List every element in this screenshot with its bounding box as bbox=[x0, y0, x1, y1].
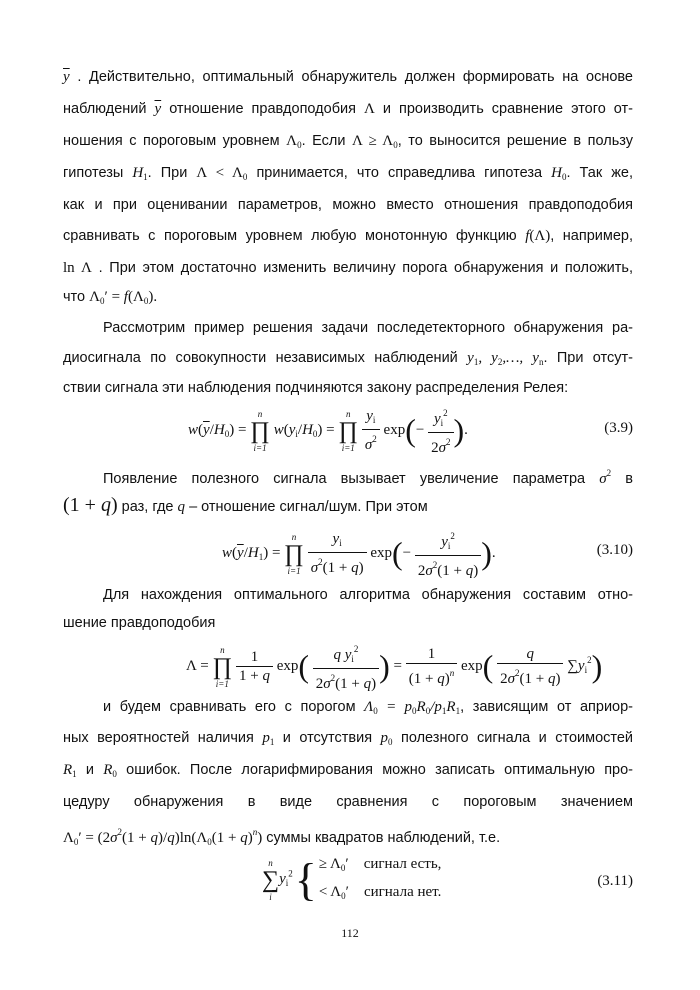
text-line: Появление полезного сигнала вызывает увеличение параметра $\sigma^2$ в bbox=[103, 468, 633, 487]
equation-likelihood-ratio: Λ = n ∏ i=1 $\frac{1}{1 + q}$ exp( $\frac{q y_i^2}{2\sigma^2(1 + q)}$ ) = $\frac{1}{(1 + q)^n}$ exp( $\frac{q}{2\sigma^2(1 + q)}$ $\sum y_i^2$) bbox=[186, 640, 602, 693]
text-line: $R_1$ и $R_0$ ошибок. После логарифмирования можно записать оптимальную про- bbox=[63, 762, 634, 779]
text-line: наблюдений $\overline{y}$ отношение правдоподобия Λ и производить сравнение этого от- bbox=[63, 101, 633, 117]
text-line: как и при оценивании параметров, можно вместо отношения правдоподобия bbox=[63, 197, 633, 213]
text-line: что $\Lambda_0' = f(\Lambda_0)$. bbox=[63, 289, 158, 306]
equation-3-9: $w(\overline{y}/H_0)$ = n ∏ i=1 $w(y_i/H_0)$ = n ∏ i=1 $\frac{y_i}{\sigma^2}$ exp(− $\frac{y_i^2}{2\sigma^2}$ ). bbox=[188, 404, 468, 457]
text-line: диосигнала по совокупности независимых наблюдений $y_1$, $y_2,\dots$, $y_n$. При отсут- bbox=[63, 350, 633, 367]
equation-number: (3.11) bbox=[597, 873, 633, 889]
text-line: Рассмотрим пример решения задачи последетекторного обнаружения ра- bbox=[103, 320, 633, 336]
text-line: Для нахождения оптимального алгоритма обнаружения составим отно- bbox=[103, 587, 633, 603]
text-line: ствии сигнала эти наблюдения подчиняются закону распределения Релея: bbox=[63, 380, 569, 396]
equation-number: (3.9) bbox=[604, 420, 633, 436]
text-line: ln Λ . При этом достаточно изменить величину порога обнаружения и положить, bbox=[63, 260, 633, 276]
text-line: ных вероятностей наличия $p_1$ и отсутствия $p_0$ полезного сигнала и стоимостей bbox=[63, 730, 634, 747]
equation-3-11: n ∑ i $y_i^2${ ≥ $\Lambda_0'$ сигнал есть, < $\Lambda_0'$ сигнала нет. bbox=[262, 854, 442, 905]
text-line: цедуру обнаружения в виде сравнения с пороговым значением bbox=[63, 794, 633, 810]
page-number: 112 bbox=[341, 926, 359, 940]
text-line: (1 + q) раз, где q – отношение сигнал/шум. При этом bbox=[63, 494, 428, 516]
equation-number: (3.10) bbox=[596, 542, 633, 558]
text-line: $\Lambda_0' = (2\sigma^2(1 + q)/q)\ln(\Lambda_0(1 + q)^n)$ суммы квадратов наблюдений, т.е. bbox=[63, 827, 501, 847]
equation-3-10: $w(\overline{y}/H_1)$ = n ∏ i=1 $\frac{y_i}{\sigma^2(1 + q)}$ exp(− $\frac{y_i^2}{2\sigma^2(1 + q)}$ ). bbox=[222, 527, 496, 580]
text-line: шение правдоподобия bbox=[63, 615, 216, 631]
text-line: и будем сравнивать его с порогом $\Lambda_0 = p_0R_0/p_1R_1$, зависящим от априор- bbox=[103, 699, 634, 716]
text-line: гипотезы $H_1$. При $\Lambda < \Lambda_0$ принимается, что справедлива гипотеза $H_0$. Так же, bbox=[63, 165, 634, 182]
text-line: сравнивать с пороговым уровнем любую монотонную функцию f(Λ), например, bbox=[63, 228, 633, 244]
text-line: ношения с пороговым уровнем $\Lambda_0$. Если $\Lambda \ge \Lambda_0$, то выносится решение в пользу bbox=[63, 133, 633, 150]
text-line: $\overline{y}$ . Действительно, оптимальный обнаружитель должен формировать на основе bbox=[63, 69, 633, 85]
